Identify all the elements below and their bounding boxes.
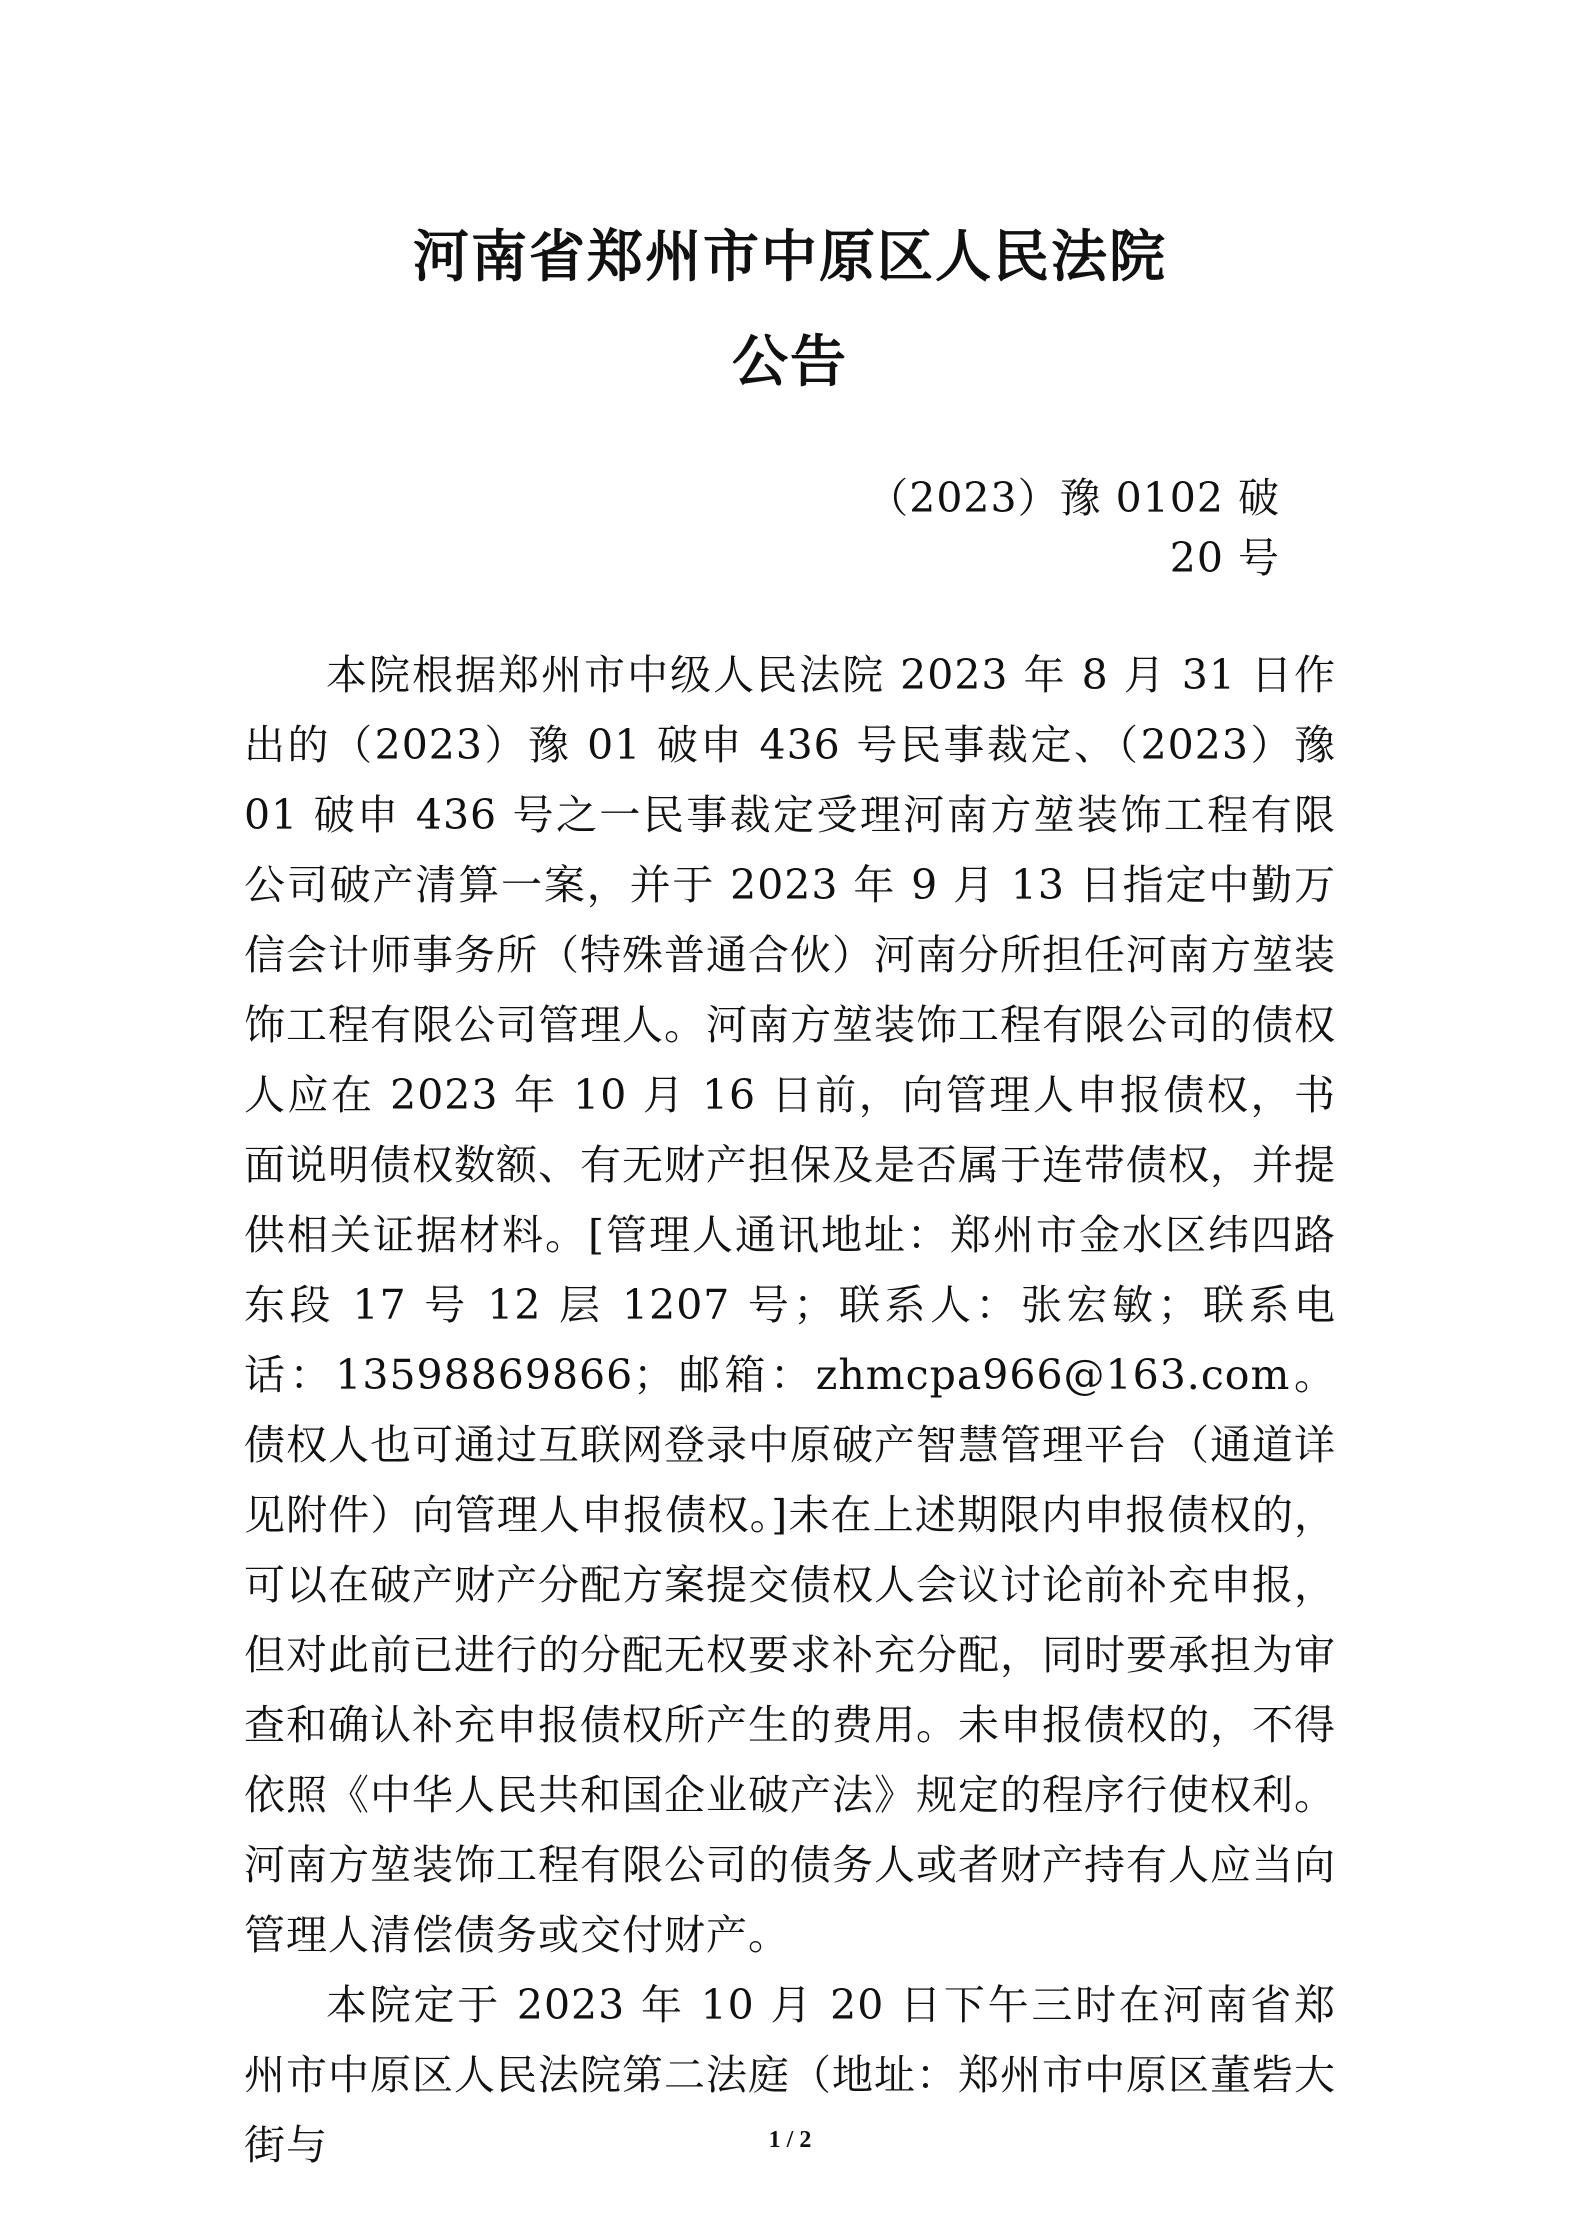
page-number: 1 / 2 [768, 2127, 812, 2153]
body-paragraph-2: 本院定于 2023 年 10 月 20 日下午三时在河南省郑州市中原区人民法院第二法庭（地址：郑州市中原区董砦大街与 [244, 1981, 1336, 2169]
court-name: 河南省郑州市中原区人民法院 [413, 225, 1167, 290]
body-paragraph-1: 本院根据郑州市中级人民法院 2023 年 8 月 31 日作出的（2023）豫 01 破申 436 号民事裁定、（2023）豫 01 破申 436 号之一民事裁定受理河南方堃装饰工程有限公司破产清算一案，并于 2023 年 9 月 13 日指定中勤万信会计师事务所（特殊普通合伙）河南分所担任河南方堃装饰工程有限公司管理人。河南方堃装饰工程有限公司的债权人应在 2023 年 10 月 16 日前，向管理人申报债权，书面说明债权数额、有无财产担保及是否属于连带债权，并提供相关证据材料。[管理人通讯地址：郑州市金水区纬四路东段 17 号 12 层 1207 号；联系人：张宏敏；联系电话：13598869866；邮箱：zhmcpa966@163.com。债权人也可通过互联网登录中原破产智慧管理平台（通道详见附件）向管理人申报债权。]未在上述期限内申报债权的，可以在破产财产分配方案提交债权人会议讨论前补充申报，但对此前已进行的分配无权要求补充分配，同时要承担为审查和确认补充申报债权所产生的费用。未申报债权的，不得依照《中华人民共和国企业破产法》规定的程序行使权利。河南方堃装饰工程有限公司的债务人或者财产持有人应当向管理人清偿债务或交付财产。 [244, 651, 1336, 1959]
case-number: （2023）豫 0102 破 20 号 [867, 474, 1280, 582]
notice-body [244, 640, 1336, 2180]
notice-title: 公告 [732, 330, 848, 395]
title-block [0, 205, 1580, 415]
